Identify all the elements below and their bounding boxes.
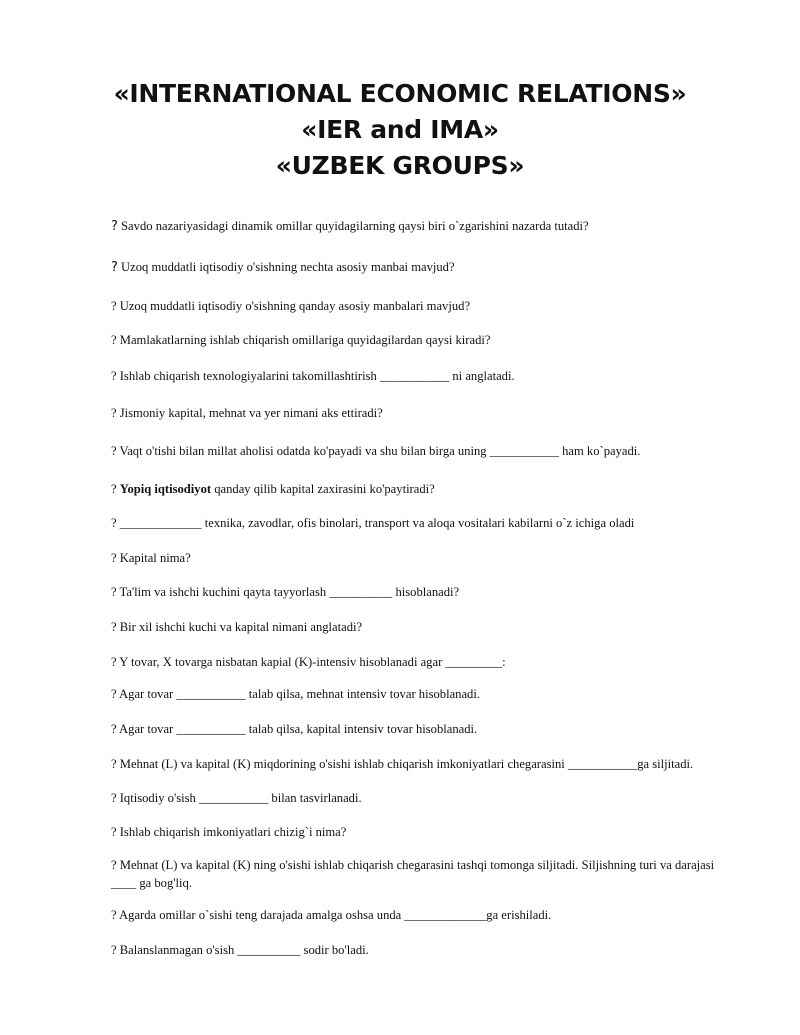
question-item	[111, 217, 741, 236]
question-item	[111, 941, 741, 959]
question-mark: ?	[111, 757, 117, 771]
question-item	[111, 442, 741, 460]
question-text: Uzoq muddatli iqtisodiy o'sishning nechta asosiy manbai mavjud?	[117, 260, 455, 274]
question-mark: ?	[111, 687, 117, 701]
question-mark: ?	[111, 620, 117, 634]
title-line-1: «INTERNATIONAL ECONOMIC RELATIONS»	[113, 79, 687, 108]
question-item	[111, 549, 741, 567]
question-item	[111, 720, 741, 738]
question-text: Kapital nima?	[116, 551, 191, 565]
question-item	[111, 480, 741, 498]
question-text: Mehnat (L) va kapital (K) miqdorining o'sishi ishlab chiqarish imkoniyatlari chegarasini ___________ga siljitadi.	[116, 757, 694, 771]
question-text: Y tovar, X tovarga nisbatan kapial (K)-intensiv hisoblanadi agar _________:	[116, 655, 506, 669]
question-text: Ishlab chiqarish texnologiyalarini takomillashtirish ___________ ni anglatadi.	[116, 369, 515, 383]
question-item	[111, 514, 741, 532]
question-mark: ?	[111, 825, 117, 839]
question-text: Agar tovar ___________ talab qilsa, mehnat intensiv tovar hisoblanadi.	[116, 687, 480, 701]
question-text: Savdo nazariyasidagi dinamik omillar quyidagilarning qaysi biri o`zgarishini nazarda tutadi?	[117, 219, 589, 233]
question-mark: ?	[111, 482, 117, 496]
question-item	[111, 856, 741, 892]
question-mark: ?	[111, 943, 117, 957]
question-mark: ?	[111, 655, 117, 669]
question-mark: ?	[111, 791, 117, 805]
question-item	[111, 906, 741, 924]
question-item	[111, 258, 741, 277]
question-text: Vaqt o'tishi bilan millat aholisi odatda ko'payadi va shu bilan birga uning ___________ ham ko`payadi.	[116, 444, 641, 458]
question-text: Balanslanmagan o'sish __________ sodir bo'ladi.	[116, 943, 369, 957]
question-mark: ?	[111, 406, 117, 420]
question-text: Jismoniy kapital, mehnat va yer nimani aks ettiradi?	[116, 406, 383, 420]
question-item	[111, 618, 741, 636]
question-mark: ?	[111, 516, 117, 530]
question-mark: ?	[111, 333, 117, 347]
question-item	[111, 755, 741, 773]
question-text: Agar tovar ___________ talab qilsa, kapital intensiv tovar hisoblanadi.	[116, 722, 478, 736]
question-mark: ?	[111, 908, 117, 922]
question-item	[111, 367, 741, 385]
question-text: Ta'lim va ishchi kuchini qayta tayyorlash __________ hisoblanadi?	[116, 585, 460, 599]
question-text: Bir xil ishchi kuchi va kapital nimani anglatadi?	[116, 620, 363, 634]
question-item	[111, 583, 741, 601]
question-item	[111, 331, 741, 349]
question-item	[111, 653, 741, 671]
question-text: Mehnat (L) va kapital (K) ning o'sishi ishlab chiqarish chegarasini tashqi tomonga siljitadi. Siljishning turi va darajasi ____ ga bog'liq.	[111, 858, 715, 890]
question-text: qanday qilib kapital zaxirasini ko'paytiradi?	[211, 482, 435, 496]
question-mark: ?	[111, 585, 117, 599]
question-mark: ?	[111, 260, 118, 275]
question-item	[111, 297, 741, 315]
question-mark: ?	[111, 858, 117, 872]
question-mark: ?	[111, 551, 117, 565]
title-line-3: «UZBEK GROUPS»	[275, 151, 525, 180]
question-text: Mamlakatlarning ishlab chiqarish omillariga quyidagilardan qaysi kiradi?	[116, 333, 491, 347]
question-item	[111, 404, 741, 422]
question-text: Agarda omillar o`sishi teng darajada amalga oshsa unda _____________ga erishiladi.	[116, 908, 552, 922]
question-text: Ishlab chiqarish imkoniyatlari chizig`i nima?	[116, 825, 347, 839]
question-mark: ?	[111, 219, 118, 234]
question-item	[111, 685, 741, 703]
question-text: Uzoq muddatli iqtisodiy o'sishning qanday asosiy manbalari mavjud?	[116, 299, 471, 313]
question-item	[111, 789, 741, 807]
question-mark: ?	[111, 299, 117, 313]
title-line-2: «IER and IMA»	[301, 115, 499, 144]
question-item	[111, 823, 741, 841]
question-mark: ?	[111, 722, 117, 736]
question-text: _____________ texnika, zavodlar, ofis binolari, transport va aloqa vositalari kabilarni o`z ichiga oladi	[116, 516, 635, 530]
question-mark: ?	[111, 444, 117, 458]
question-text: Iqtisodiy o'sish ___________ bilan tasvirlanadi.	[116, 791, 362, 805]
question-bold-term: Yopiq iqtisodiyot	[119, 482, 212, 496]
question-mark: ?	[111, 369, 117, 383]
